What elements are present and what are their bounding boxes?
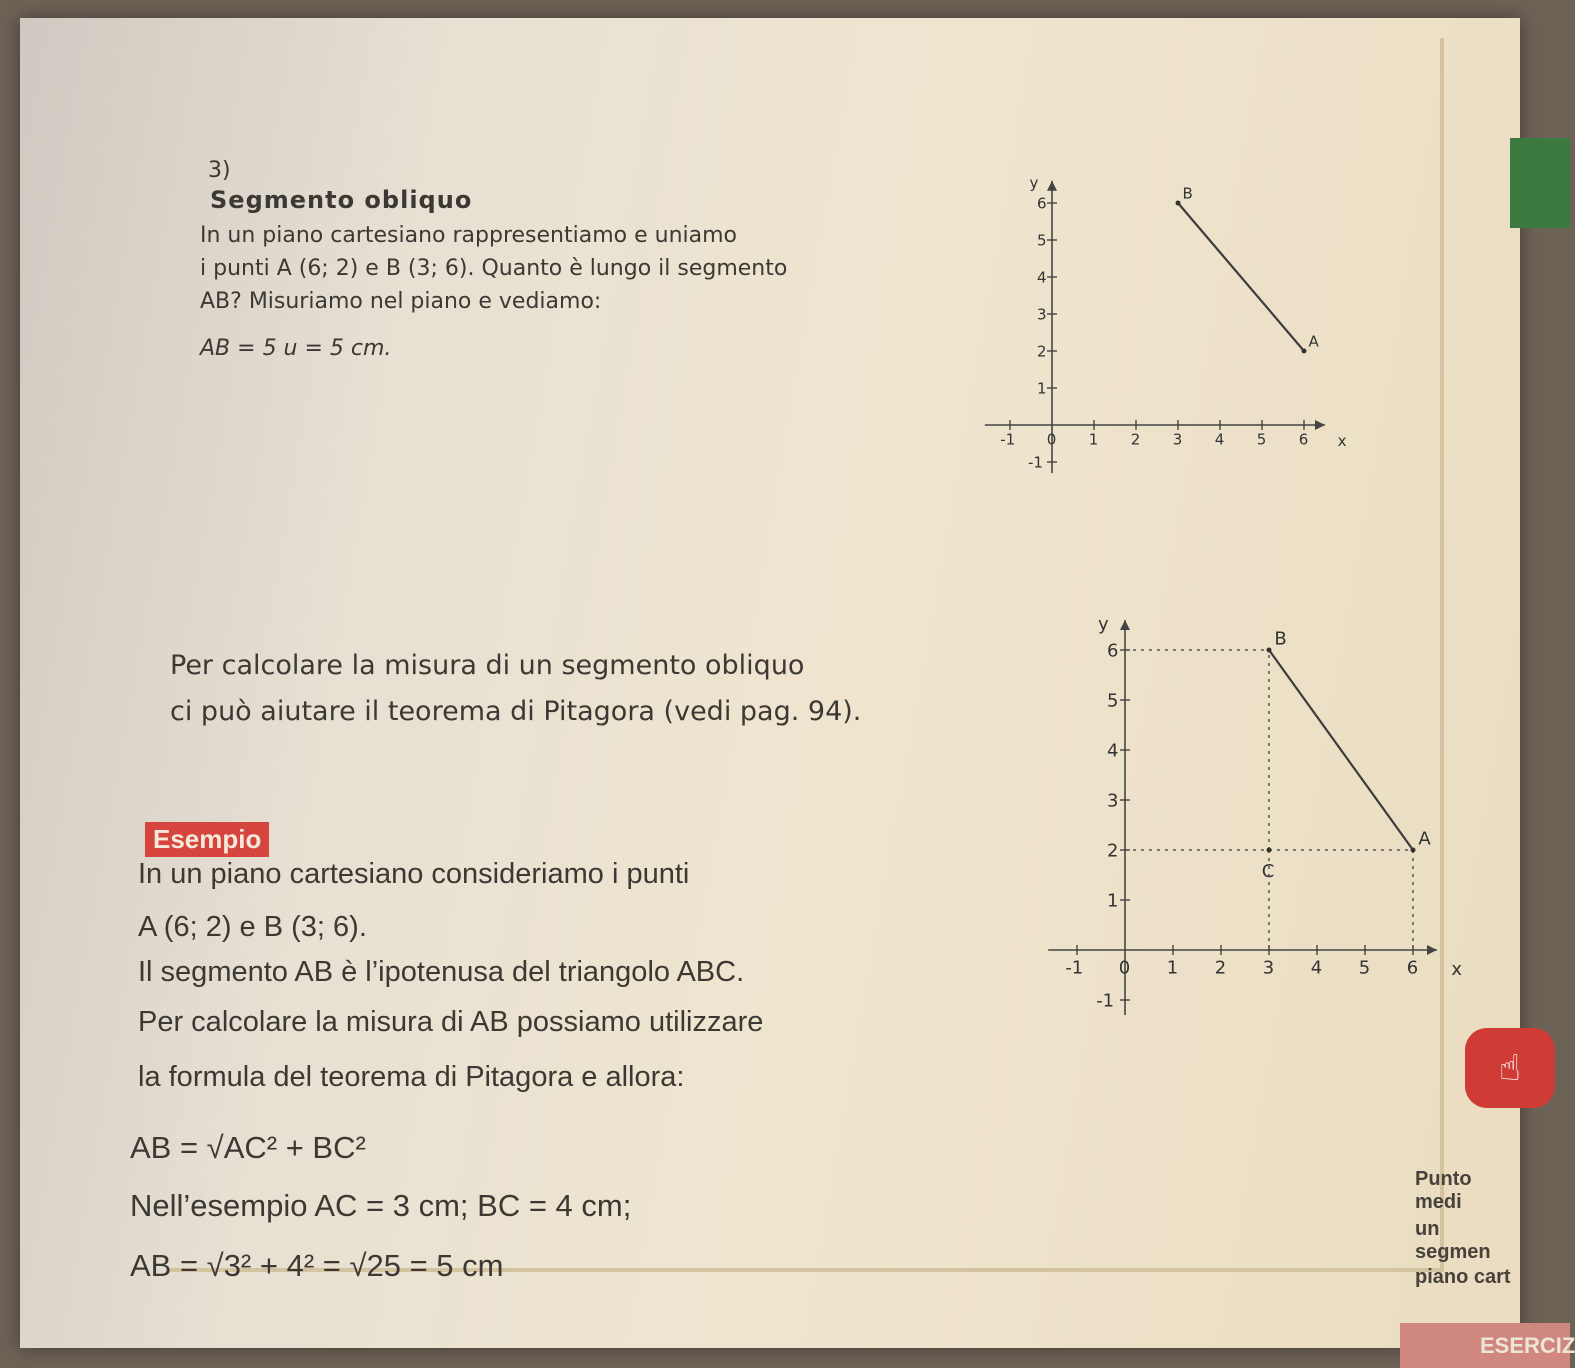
given-values: Nell’esempio AC = 3 cm; BC = 4 cm; [130,1188,632,1223]
point-label-b: B [1274,628,1287,650]
section-line: AB? Misuriamo nel piano e vediamo: [200,289,602,314]
y-axis-label: y [1029,174,1039,193]
y-tick-label: 2 [1037,342,1047,361]
intro-line: Per calcolare la misura di un segmento obliquo [170,650,805,681]
x-tick-label: 5 [1358,957,1371,979]
section-result: AB = 5 u = 5 cm. [200,336,392,361]
x-axis-arrow [1315,420,1325,430]
y-tick-label: 1 [1107,890,1119,912]
x-axis-label: x [1337,432,1347,450]
x-tick-label: 3 [1172,430,1183,449]
y-tick-label: 4 [1107,740,1119,762]
section-line: In un piano cartesiano rappresentiamo e uniamo [200,223,737,248]
x-tick-label: 6 [1406,957,1419,979]
x-tick-label: -1 [1000,430,1016,449]
segment-ab [1178,203,1304,351]
y-tick-label: 1 [1037,379,1047,398]
point-c [1267,848,1272,853]
section-line: i punti A (6; 2) e B (3; 6). Quanto è lungo il segmento [200,256,788,281]
y-tick-label: 3 [1107,790,1119,812]
y-tick-label: 3 [1037,305,1047,324]
point-b [1176,201,1181,206]
example-line: Il segmento AB è l’ipotenusa del triangolo ABC. [138,956,745,988]
x-tick-label: 5 [1256,430,1267,449]
x-tick-label: 0 [1046,430,1057,449]
point-label-a: A [1418,828,1431,850]
point-label-b: B [1182,184,1193,203]
x-tick-label: 6 [1298,430,1309,449]
section-title: Segmento obliquo [210,186,473,214]
y-axis-arrow [1047,181,1057,191]
y-axis-arrow [1120,620,1130,630]
result-formula: AB = √3² + 4² = √25 = 5 cm [130,1248,504,1283]
sidebar-line: Punto medi [1415,1168,1472,1213]
y-tick-label: 4 [1037,268,1047,287]
x-tick-label: 4 [1214,430,1225,449]
y-tick-label: -1 [1096,990,1115,1012]
x-tick-label: -1 [1065,957,1084,979]
page-tab [1510,138,1570,228]
point-label-a: A [1308,332,1319,351]
y-tick-label: 5 [1107,690,1119,712]
x-tick-label: 2 [1214,957,1227,979]
chart-triangle [1065,600,1510,1040]
y-tick-label: 2 [1107,840,1119,862]
y-axis-label: y [1098,614,1109,635]
x-tick-label: 1 [1166,957,1179,979]
x-axis-label: x [1451,959,1463,981]
x-tick-label: 4 [1310,957,1323,979]
y-tick-label: 5 [1037,231,1047,250]
pythagoras-formula: AB = √AC² + BC² [130,1130,366,1165]
x-tick-label: 3 [1262,957,1275,979]
example-line: la formula del teorema di Pitagora e allora: [138,1061,685,1093]
x-tick-label: 0 [1118,957,1131,979]
point-a [1411,848,1416,853]
point-a [1302,349,1307,354]
section-number: 3) [208,158,231,183]
footer-label: ESERCIZ [1480,1333,1575,1358]
intro-line: ci può aiutare il teorema di Pitagora (vedi pag. 94). [170,696,862,727]
point-b [1267,648,1272,653]
example-line: A (6; 2) e B (3; 6). [138,911,367,943]
example-line: Per calcolare la misura di AB possiamo utilizzare [138,1006,764,1038]
x-tick-label: 2 [1130,430,1141,449]
chart-segment [980,160,1400,500]
hand-pointer-icon: ☝ [1465,1028,1555,1108]
point-label-c: C [1261,861,1275,882]
x-tick-label: 1 [1088,430,1099,449]
sidebar-line: piano cart [1415,1266,1511,1288]
x-axis-arrow [1427,945,1437,955]
y-tick-label: 6 [1107,640,1119,662]
sidebar-line: un segmen [1415,1218,1491,1263]
y-tick-label: 6 [1037,194,1047,213]
segment-ab [1269,650,1413,850]
example-line: In un piano cartesiano consideriamo i punti [138,858,690,890]
y-tick-label: -1 [1028,453,1043,472]
example-badge: Esempio [145,822,269,857]
